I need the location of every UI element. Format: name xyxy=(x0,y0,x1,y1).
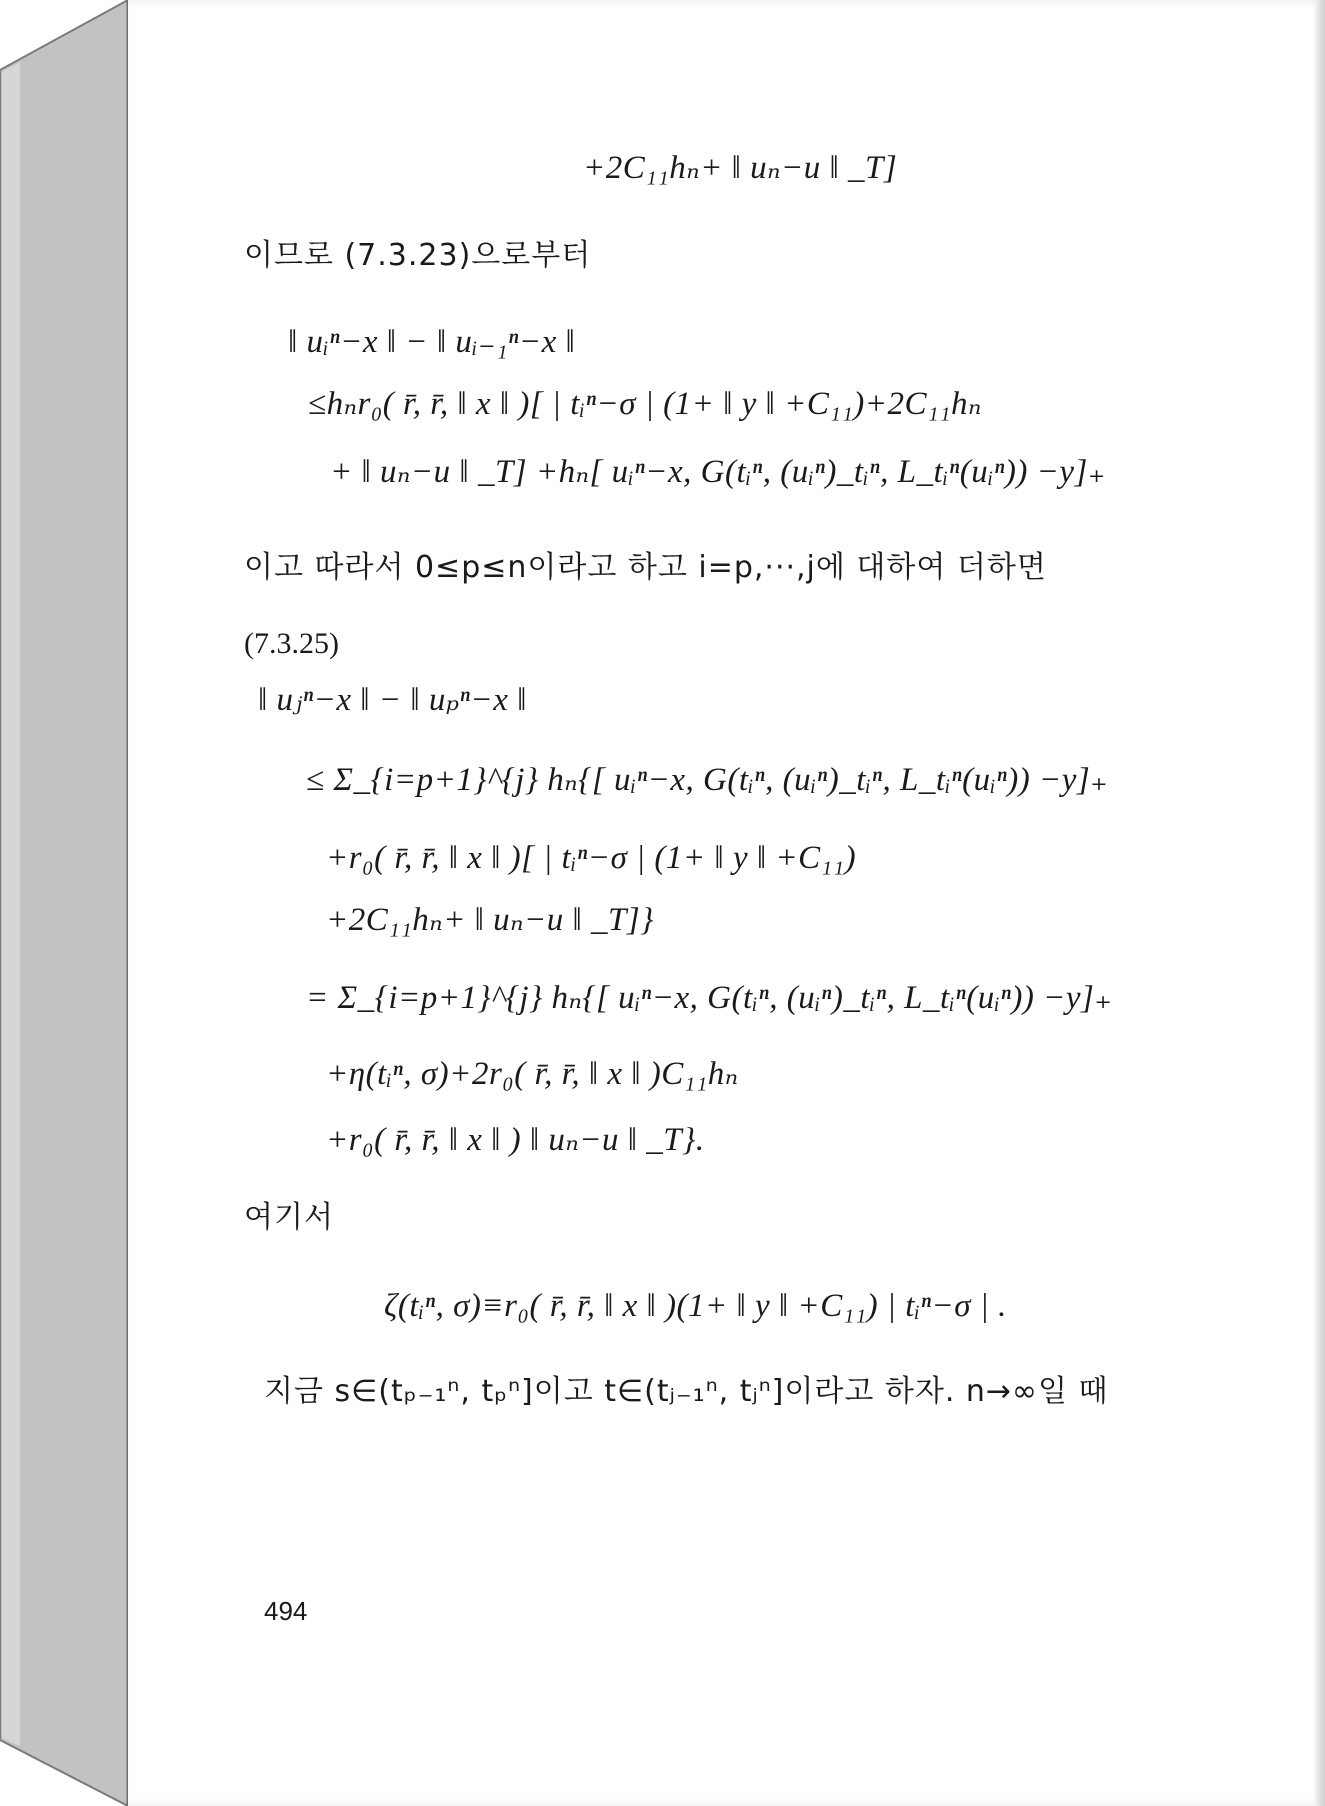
book-page xyxy=(128,0,1325,1806)
formula-line-13: +η(tᵢⁿ, σ)+2r₀( r̄, r̄, ‖ x ‖ )C₁₁hₙ xyxy=(326,1056,739,1092)
formula-line-8: ‖ uⱼⁿ−x ‖ − ‖ uₚⁿ−x ‖ xyxy=(258,682,527,718)
formula-line-4: ≤hₙr₀( r̄, r̄, ‖ x ‖ )[ | tᵢⁿ−σ | (1+ ‖ y ‖ +C₁₁)+2C₁₁hₙ xyxy=(308,386,982,422)
formula-line-11: +2C₁₁hₙ+ ‖ uₙ−u ‖ _T]} xyxy=(326,902,654,938)
equation-number: (7.3.25) xyxy=(244,627,339,660)
formula-line-12: = Σ_{i=p+1}^{j} hₙ{[ uᵢⁿ−x, G(tᵢⁿ, (uᵢⁿ)_tᵢⁿ, L_tᵢⁿ(uᵢⁿ)) −y]₊ xyxy=(306,980,1113,1016)
formula-line-10: +r₀( r̄, r̄, ‖ x ‖ )[ | tᵢⁿ−σ | (1+ ‖ y ‖ +C₁₁) xyxy=(326,840,857,876)
text-line-igo: 이고 따라서 0≤p≤n이라고 하고 i=p,···,j에 대하여 더하면 xyxy=(244,550,1047,585)
formula-line-3: ‖ uᵢⁿ−x ‖ − ‖ uᵢ₋₁ⁿ−x ‖ xyxy=(288,324,576,360)
formula-line-5: + ‖ uₙ−u ‖ _T] +hₙ[ uᵢⁿ−x, G(tᵢⁿ, (uᵢⁿ)_tᵢⁿ, L_tᵢⁿ(uᵢⁿ)) −y]₊ xyxy=(330,454,1106,490)
page-number: 494 xyxy=(264,1596,308,1626)
formula-line-9: ≤ Σ_{i=p+1}^{j} hₙ{[ uᵢⁿ−x, G(tᵢⁿ, (uᵢⁿ)_tᵢⁿ, L_tᵢⁿ(uᵢⁿ)) −y]₊ xyxy=(306,762,1109,798)
text-line-imeuro: 이므로 (7.3.23)으로부터 xyxy=(244,238,592,273)
text-line-yeogiseo: 여기서 xyxy=(244,1200,334,1235)
formula-line-14: +r₀( r̄, r̄, ‖ x ‖ ) ‖ uₙ−u ‖ _T}. xyxy=(326,1122,705,1158)
text-line-jigeum: 지금 s∈(tₚ₋₁ⁿ, tₚⁿ]이고 t∈(tⱼ₋₁ⁿ, tⱼⁿ]이라고 하자. n→∞일 때 xyxy=(264,1374,1109,1409)
formula-line-16: ζ(tᵢⁿ, σ)≡r₀( r̄, r̄, ‖ x ‖ )(1+ ‖ y ‖ +C₁₁) | tᵢⁿ−σ | . xyxy=(384,1288,1007,1324)
formula-line-1: +2C₁₁hₙ+ ‖ uₙ−u ‖ _T] xyxy=(583,150,898,186)
book-side-edge xyxy=(0,0,130,1806)
page-edge xyxy=(1315,0,1325,1806)
